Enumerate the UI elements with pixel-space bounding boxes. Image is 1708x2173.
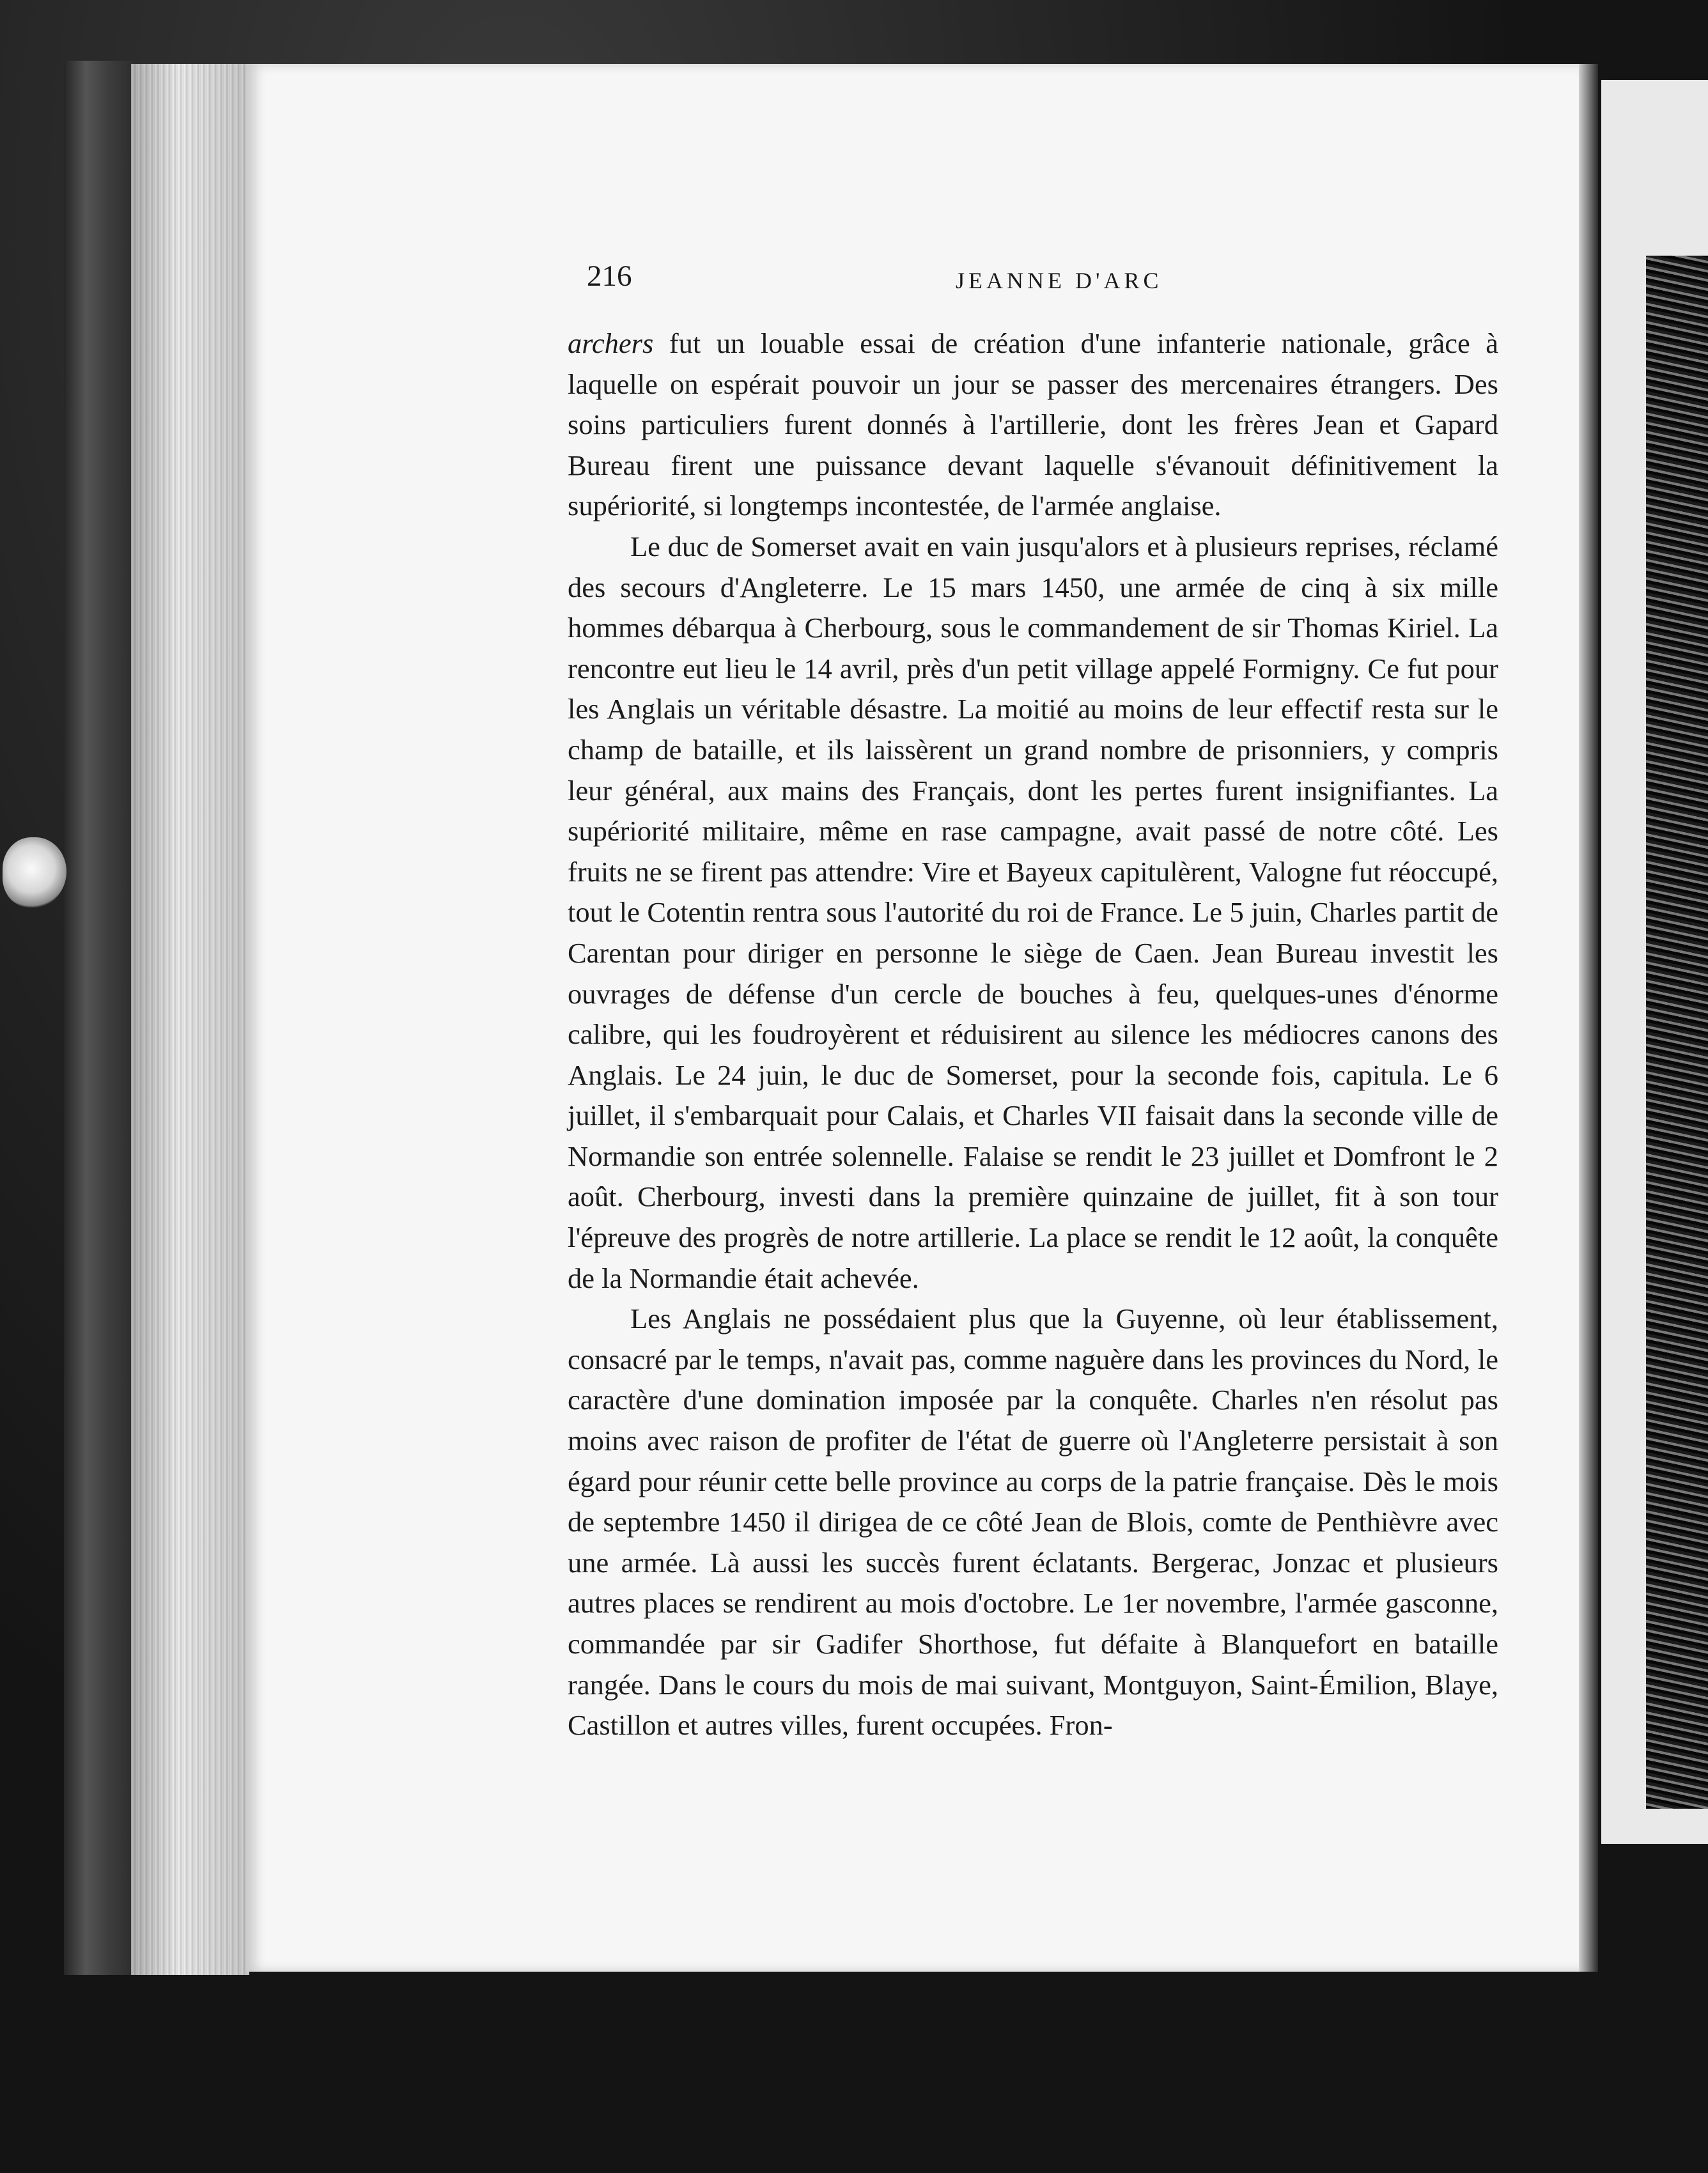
running-header-title: JEANNE D'ARC — [956, 268, 1163, 293]
page-gutter-shadow — [1579, 64, 1598, 1972]
page-stack-shadow — [131, 64, 249, 1975]
page-number: 216 — [587, 259, 632, 293]
paragraph-3: Les Anglais ne possédaient plus que la Guyenne, où leur établissement, consacré par le temps, n'avait pas, comme naguère dans les provinces du Nord, le caractère d'une domination imposée par la conquête. Charles n'en résolut pas moins avec raison de profiter de l'état de guerre où l'Angleterre persistait à son égard pour réunir cette belle province au corps de la patrie française. Dès le mois de septembre 1450 il dirigea de ce côté Jean de Blois, comte de Penthièvre avec une armée. Là aussi les succès furent éclatants. Bergerac, Jonzac et plusieurs autres places se rendirent au mois d'octobre. Le 1er novembre, l'armée gasconne, commandée par sir Gadifer Shorthose, fut défaite à Blanquefort en bataille rangée. Dans le cours du mois de mai suivant, Montguyon, Saint-Émilion, Blaye, Castillon et autres villes, furent occupées. Fron- — [568, 1303, 1498, 1742]
paragraph-1-text: fut un louable essai de création d'une infanterie nationale, grâce à laquelle on espérait pouvoir un jour se passer des mercenaires étrangers. Des soins particuliers furent donnés à l'artillerie, dont les frères Jean et Gapard Bureau firent une puissance devant laquelle s'évanouit définitivement la supériorité, si longtemps incontestée, de l'armée anglaise. — [568, 327, 1498, 522]
body-text — [568, 323, 1498, 1746]
paragraph-1-lead-word: archers — [568, 327, 654, 359]
facing-page-illustration — [1646, 256, 1708, 1809]
paragraph-2: Le duc de Somerset avait en vain jusqu'alors et à plusieurs reprises, réclamé des secours d'Angleterre. Le 15 mars 1450, une armée de cinq à six mille hommes débarqua à Cherbourg, sous le commandement de sir Thomas Kiriel. La rencontre eut lieu le 14 avril, près d'un petit village appelé Formigny. Ce fut pour les Anglais un véritable désastre. La moitié au moins de leur effectif resta sur le champ de bataille, et ils laissèrent un grand nombre de prisonniers, y compris leur général, aux mains des Français, dont les pertes furent insignifiantes. La supériorité militaire, même en rase campagne, avait passé de notre côté. Les fruits ne se firent pas attendre: Vire et Bayeux capitulèrent, Valogne fut réoccupé, tout le Cotentin rentra sous l'autorité du roi de France. Le 5 juin, Charles partit de Carentan pour diriger en personne le siège de Caen. Jean Bureau investit les ouvrages de défense d'un cercle de bouches à feu, quelques-unes d'énorme calibre, qui les foudroyèrent et réduisirent au silence les médiocres canons des Anglais. Le 24 juin, le duc de Somerset, pour la seconde fois, capitula. Le 6 juillet, il s'embarquait pour Calais, et Charles VII faisait dans la seconde ville de Normandie son entrée solennelle. Falaise se rendit le 23 juillet et Domfront le 2 août. Cherbourg, investi dans la première quinzaine de juillet, fit à son tour l'épreuve des progrès de notre artillerie. La place se rendit le 12 août, la conquête de la Normandie était achevée. — [568, 530, 1498, 1294]
paragraph-1 — [568, 323, 1498, 527]
book-cover-edge — [64, 61, 137, 1975]
